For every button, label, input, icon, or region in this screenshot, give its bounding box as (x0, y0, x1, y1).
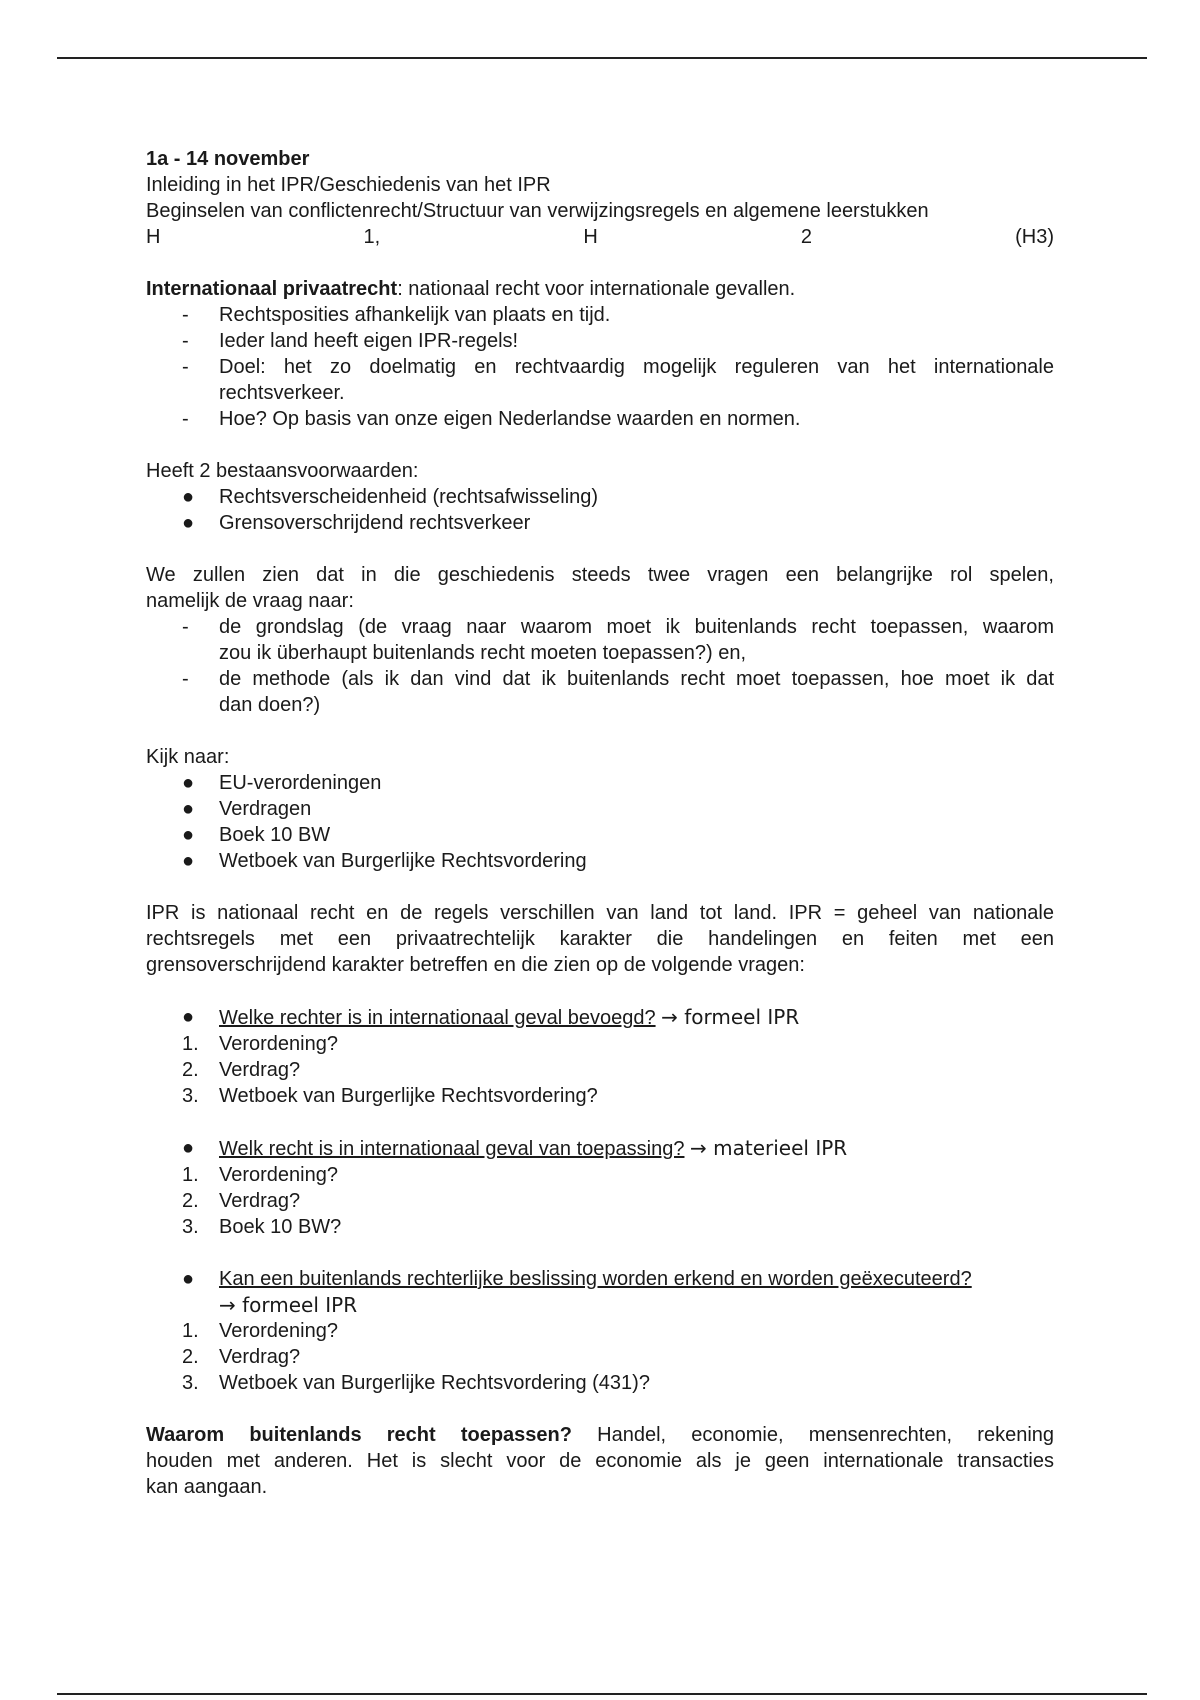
number-marker: 1. (182, 1320, 199, 1342)
chapter-token: H (146, 226, 161, 248)
number-marker: 2. (182, 1059, 199, 1081)
numbered-item: 2. Verdrag? (182, 1190, 301, 1212)
list-item: - de grondslag (de vraag naar waarom moet ik buitenlands recht toepassen, waarom zou ik überhaupt buitenlands recht moeten toepassen?) en, (182, 616, 1054, 664)
bullet-marker: ● (182, 512, 195, 534)
numbered-item: 3. Boek 10 BW? (182, 1216, 342, 1238)
bullet-marker: ● (182, 486, 195, 508)
question-item (146, 1135, 1054, 1162)
question-arrow: → materieel IPR (690, 1136, 848, 1160)
why-paragraph-end: kan aangaan. (146, 1476, 268, 1498)
list-item: - de methode (als ik dan vind dat ik buitenlands recht moet toepassen, hoe moet ik dat dan doen?) (182, 668, 1054, 716)
list-item: ● EU-verordeningen (182, 772, 382, 794)
why-paragraph (146, 1422, 1054, 1448)
number-marker: 1. (182, 1164, 199, 1186)
bullet-marker: ● (182, 850, 195, 872)
document-body (146, 146, 1054, 1500)
list-item: - Doel: het zo doelmatig en rechtvaardig mogelijk reguleren van het internationale rechtsverkeer. (182, 356, 1054, 404)
why-text: Handel, economie, mensenrechten, rekening (571, 1424, 1055, 1446)
why-heading: Waarom buitenlands recht toepassen? (146, 1424, 572, 1446)
number-marker: 3. (182, 1216, 199, 1238)
lecture-subtitle-2: Beginselen van conflictenrecht/Structuur van verwijzingsregels en algemene leerstukken (146, 200, 929, 222)
conditions-intro: Heeft 2 bestaansvoorwaarden: (146, 460, 419, 482)
list-item: - Rechtsposities afhankelijk van plaats en tijd. (182, 304, 611, 326)
lecture-title: 1a - 14 november (146, 148, 310, 170)
number-marker: 2. (182, 1346, 199, 1368)
numbered-item: 2. Verdrag? (182, 1059, 301, 1081)
number-marker: 3. (182, 1372, 199, 1394)
list-item: ● Grensoverschrijdend rechtsverkeer (182, 512, 531, 534)
bullet-marker: ● (182, 1137, 195, 1159)
bullet-marker: ● (182, 1006, 195, 1028)
history-paragraph: We zullen zien dat in die geschiedenis steeds twee vragen een belangrijke rol spelen, (146, 564, 1054, 586)
dash-marker: - (182, 330, 189, 352)
list-item: - Ieder land heeft eigen IPR-regels! (182, 330, 519, 352)
history-paragraph-end: namelijk de vraag naar: (146, 590, 354, 612)
question-item (146, 1266, 1054, 1318)
number-marker: 3. (182, 1085, 199, 1107)
sources-intro: Kijk naar: (146, 746, 230, 768)
number-marker: 1. (182, 1033, 199, 1055)
dash-marker: - (182, 304, 189, 326)
numbered-item: 3. Wetboek van Burgerlijke Rechtsvordering? (182, 1085, 598, 1107)
bullet-marker: ● (182, 772, 195, 794)
bullet-marker: ● (182, 1268, 195, 1290)
lecture-subtitle-1: Inleiding in het IPR/Geschiedenis van het IPR (146, 174, 551, 196)
numbered-item: 1. Verordening? (182, 1033, 338, 1055)
ipr-definition (146, 276, 1054, 302)
national-paragraph: IPR is nationaal recht en de regels verschillen van land tot land. IPR = geheel van nationale (146, 902, 1054, 924)
dash-marker: - (182, 408, 189, 430)
number-marker: 2. (182, 1190, 199, 1212)
chapter-token: H (583, 226, 598, 248)
list-item: - Hoe? Op basis van onze eigen Nederlandse waarden en normen. (182, 408, 801, 430)
national-paragraph-end: grensoverschrijdend karakter betreffen en die zien op de volgende vragen: (146, 954, 805, 976)
top-rule (57, 57, 1147, 59)
list-item: ● Rechtsverscheidenheid (rechtsafwisseling) (182, 486, 599, 508)
numbered-item: 3. Wetboek van Burgerlijke Rechtsvordering (431)? (182, 1372, 650, 1394)
dash-marker: - (182, 668, 189, 690)
bullet-marker: ● (182, 824, 195, 846)
question-text: Welk recht is in internationaal geval van toepassing? (219, 1138, 685, 1160)
national-paragraph: rechtsregels met een privaatrechtelijk karakter die handelingen en feiten met een (146, 928, 1054, 950)
question-arrow: → formeel IPR (219, 1293, 358, 1317)
numbered-item: 1. Verordening? (182, 1164, 338, 1186)
question-arrow: → formeel IPR (661, 1005, 800, 1029)
numbered-item: 1. Verordening? (182, 1320, 338, 1342)
chapter-token: (H3) (1015, 226, 1054, 248)
numbered-item: 2. Verdrag? (182, 1346, 301, 1368)
why-paragraph-line: houden met anderen. Het is slecht voor de economie als je geen internationale transacties (146, 1450, 1054, 1472)
question-text: Kan een buitenlands rechterlijke beslissing worden erkend en worden geëxecuteerd? (219, 1268, 972, 1290)
ipr-term: Internationaal privaatrecht (146, 278, 398, 300)
chapter-row (146, 224, 1054, 250)
bullet-marker: ● (182, 798, 195, 820)
dash-marker: - (182, 616, 189, 638)
chapter-token: 1, (363, 226, 381, 248)
list-item: ● Verdragen (182, 798, 312, 820)
dash-marker: - (182, 356, 189, 378)
list-item: ● Boek 10 BW (182, 824, 331, 846)
chapter-token: 2 (800, 226, 812, 248)
list-item: ● Wetboek van Burgerlijke Rechtsvordering (182, 850, 587, 872)
bottom-rule (57, 1693, 1147, 1695)
question-text: Welke rechter is in internationaal geval bevoegd? (219, 1007, 656, 1029)
ipr-definition-text: : nationaal recht voor internationale gevallen. (397, 278, 796, 300)
question-item (146, 1004, 1054, 1031)
